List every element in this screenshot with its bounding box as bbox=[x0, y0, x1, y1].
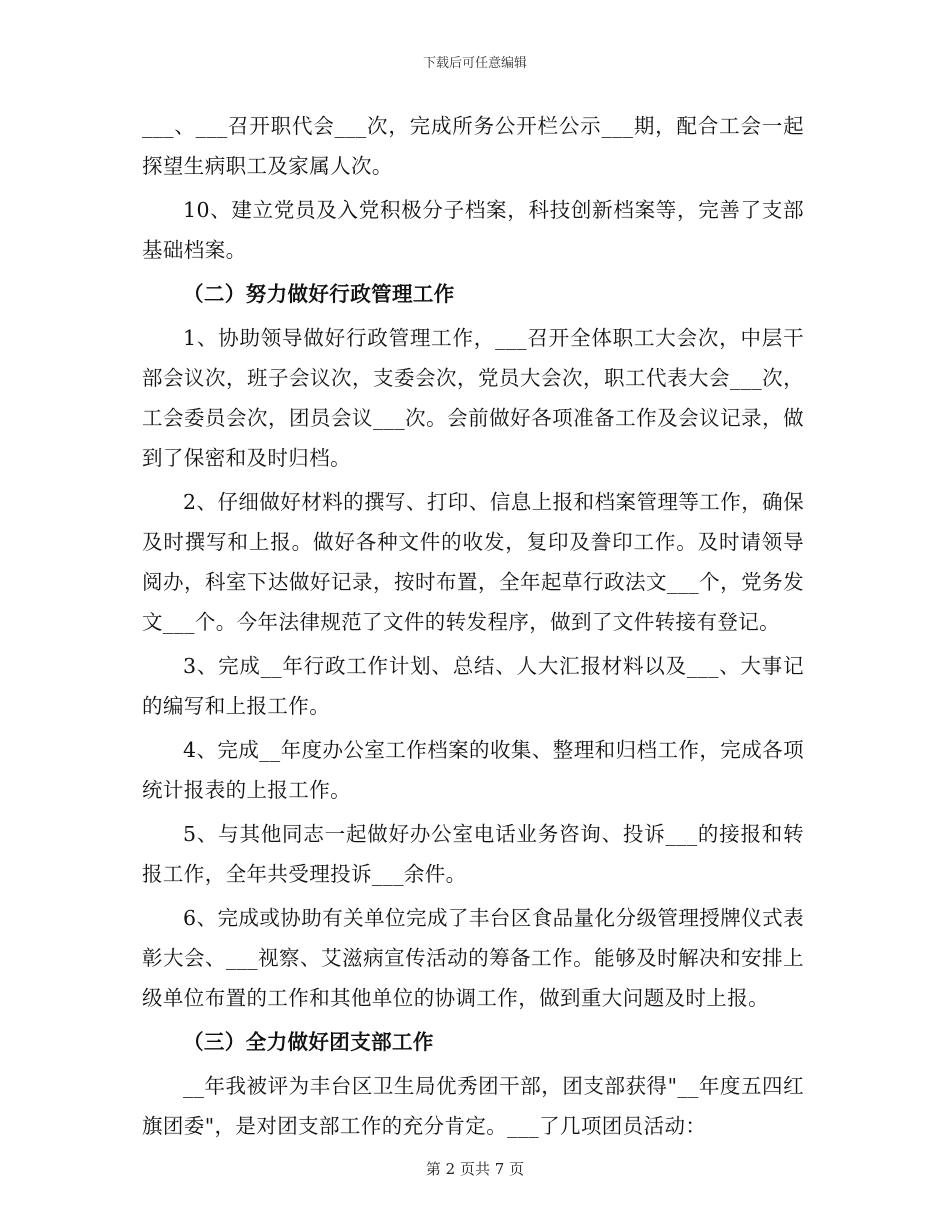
section-heading-3: （三）全力做好团支部工作 bbox=[183, 1030, 434, 1054]
section-heading-2: （二）努力做好行政管理工作 bbox=[183, 282, 455, 306]
page-footer: 第 2 页共 7 页 bbox=[425, 1160, 525, 1178]
document-body bbox=[142, 106, 804, 1150]
paragraph-item-6: 6、完成或协助有关单位完成了丰台区食品量化分级管理授牌仪式表彰大会、___视察、艾滋病宣传活动的筹备工作。能够及时解决和安排上级单位布置的工作和其他单位的协调工作，做到重大问题及时上报。 bbox=[142, 906, 804, 1010]
paragraph-item-1: 1、协助领导做好行政管理工作，___召开全体职工大会次，中层干部会议次，班子会议次，支委会次，党员大会次，职工代表大会___次，工会委员会次，团员会议___次。会前做好各项准备工作及会议记录，做到了保密和及时归档。 bbox=[142, 326, 804, 470]
paragraph-youth-league: __年我被评为丰台区卫生局优秀团干部，团支部获得"__年度五四红旗团委"，是对团支部工作的充分肯定。___了几项团员活动： bbox=[142, 1074, 804, 1138]
paragraph-item-10: 10、建立党员及入党积极分子档案，科技创新档案等，完善了支部基础档案。 bbox=[142, 198, 804, 262]
paragraph-item-4: 4、完成__年度办公室工作档案的收集、整理和归档工作，完成各项统计报表的上报工作。 bbox=[142, 738, 804, 802]
paragraph-item-2: 2、仔细做好材料的撰写、打印、信息上报和档案管理等工作，确保及时撰写和上报。做好各种文件的收发，复印及誊印工作。及时请领导阅办，科室下达做好记录，按时布置，全年起草行政法文___个，党务发文___个。今年法律规范了文件的转发程序，做到了文件转接有登记。 bbox=[142, 490, 804, 634]
paragraph-item-3: 3、完成__年行政工作计划、总结、人大汇报材料以及___、大事记的编写和上报工作。 bbox=[142, 654, 804, 718]
page-header: 下载后可任意编辑 bbox=[422, 56, 527, 71]
paragraph-item-5: 5、与其他同志一起做好办公室电话业务咨询、投诉___的接报和转报工作，全年共受理投诉___余件。 bbox=[142, 822, 804, 886]
paragraph-continued: ___、___召开职代会___次，完成所务公开栏公示___期，配合工会一起探望生病职工及家属人次。 bbox=[142, 114, 804, 178]
